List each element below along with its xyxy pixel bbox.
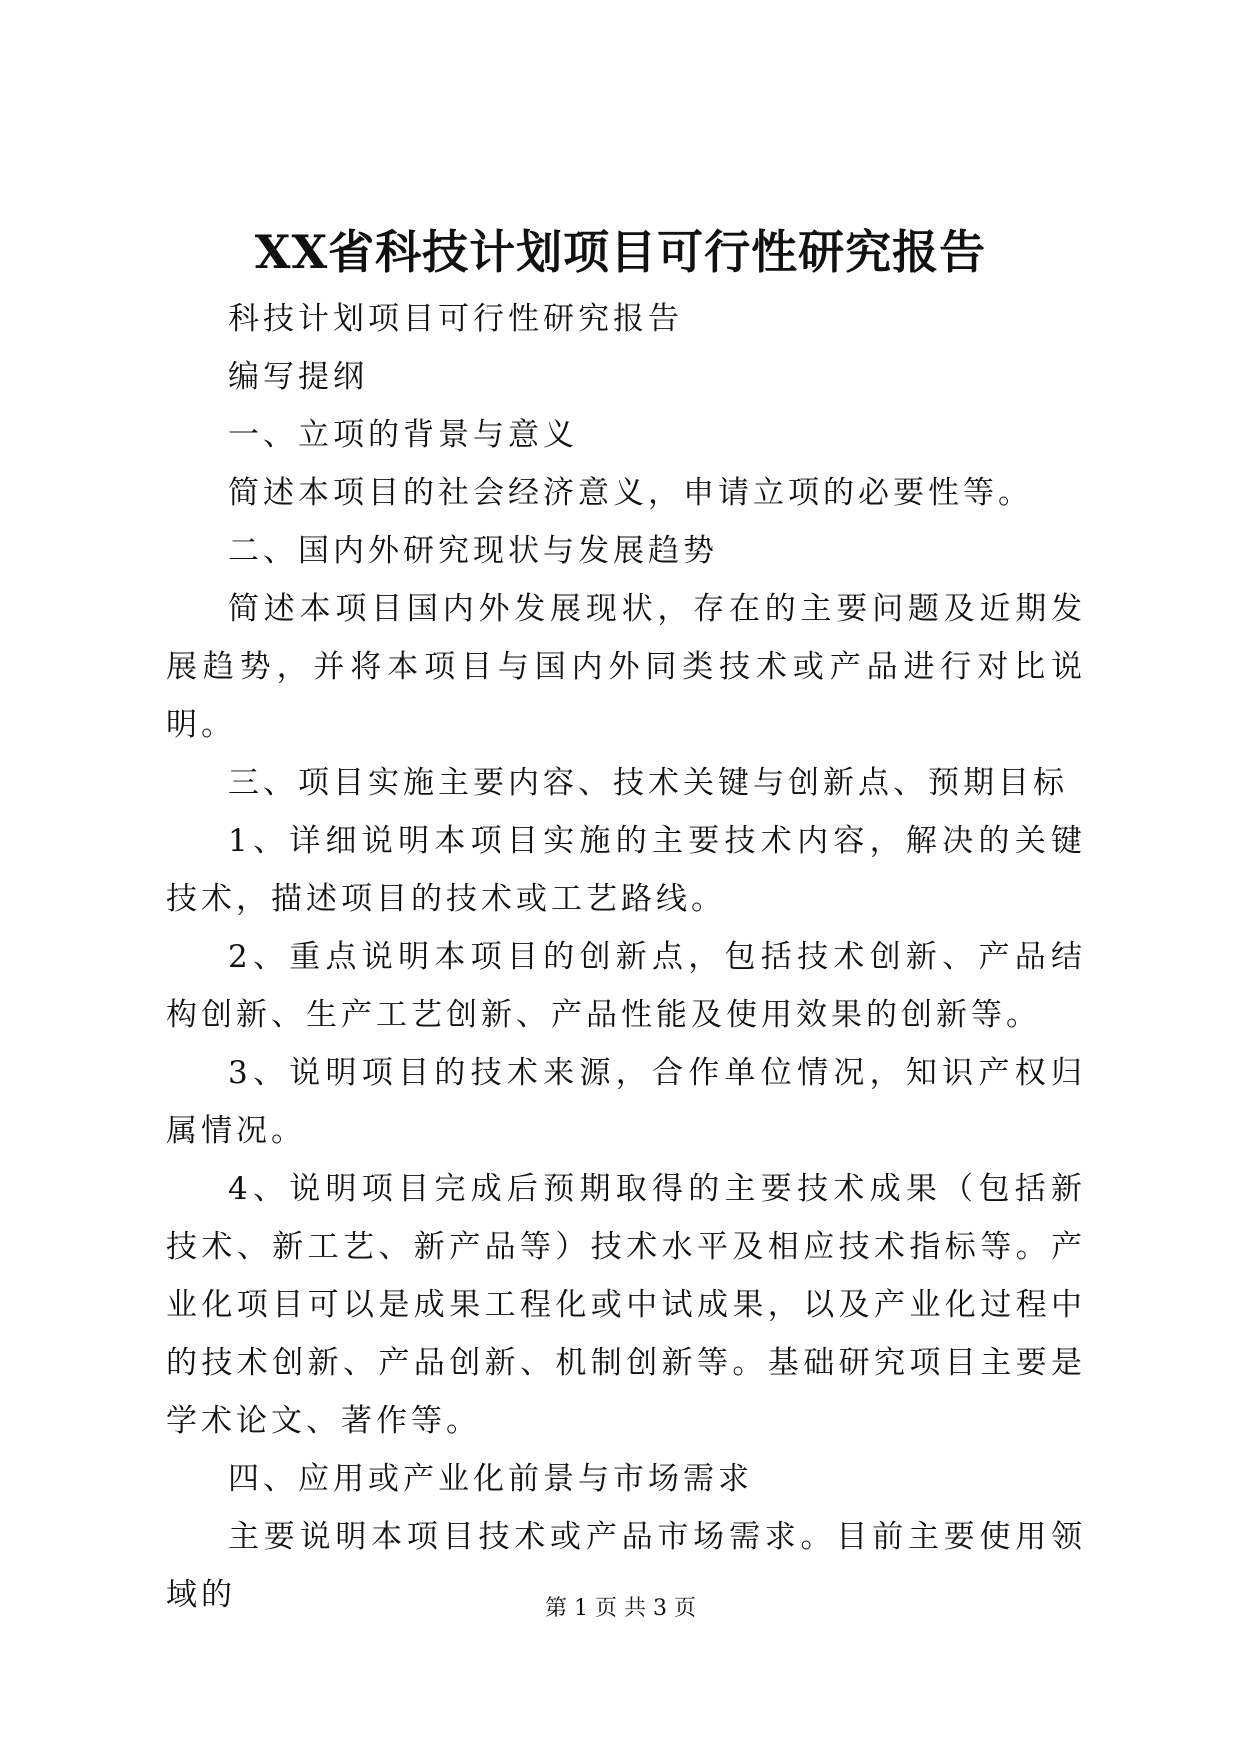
paragraph: 科技计划项目可行性研究报告 <box>228 301 683 337</box>
section-heading: 四、应用或产业化前景与市场需求 <box>228 1461 753 1497</box>
paragraph: 简述本项目的社会经济意义，申请立项的必要性等。 <box>228 475 1033 511</box>
section-heading: 一、立项的背景与意义 <box>228 417 578 453</box>
list-item: 4、说明项目完成后预期取得的主要技术成果（包括新技术、新工艺、新产品等）技术水平及相应技术指标等。产业化项目可以是成果工程化或中试成果，以及产业化过程中的技术创新、产品创新、机制创新等。基础研究项目主要是学术论文、著作等。 <box>166 1171 1086 1439</box>
paragraph: 编写提纲 <box>228 359 368 395</box>
section-heading: 三、项目实施主要内容、技术关键与创新点、预期目标 <box>228 765 1068 801</box>
page-number-footer: 第 1 页 共 3 页 <box>545 1596 696 1621</box>
paragraph: 主要说明本项目技术或产品市场需求。目前主要使用领域的 <box>166 1519 1086 1613</box>
list-item: 3、说明项目的技术来源，合作单位情况，知识产权归属情况。 <box>166 1055 1086 1149</box>
paragraph: 简述本项目国内外发展现状，存在的主要问题及近期发展趋势，并将本项目与国内外同类技术或产品进行对比说明。 <box>166 591 1086 743</box>
document-body <box>166 290 1086 1624</box>
section-heading: 二、国内外研究现状与发展趋势 <box>228 533 718 569</box>
document-title: XX省科技计划项目可行性研究报告 <box>254 225 987 279</box>
list-item: 1、详细说明本项目实施的主要技术内容，解决的关键技术，描述项目的技术或工艺路线。 <box>166 823 1086 917</box>
list-item: 2、重点说明本项目的创新点，包括技术创新、产品结构创新、生产工艺创新、产品性能及使用效果的创新等。 <box>166 939 1086 1033</box>
